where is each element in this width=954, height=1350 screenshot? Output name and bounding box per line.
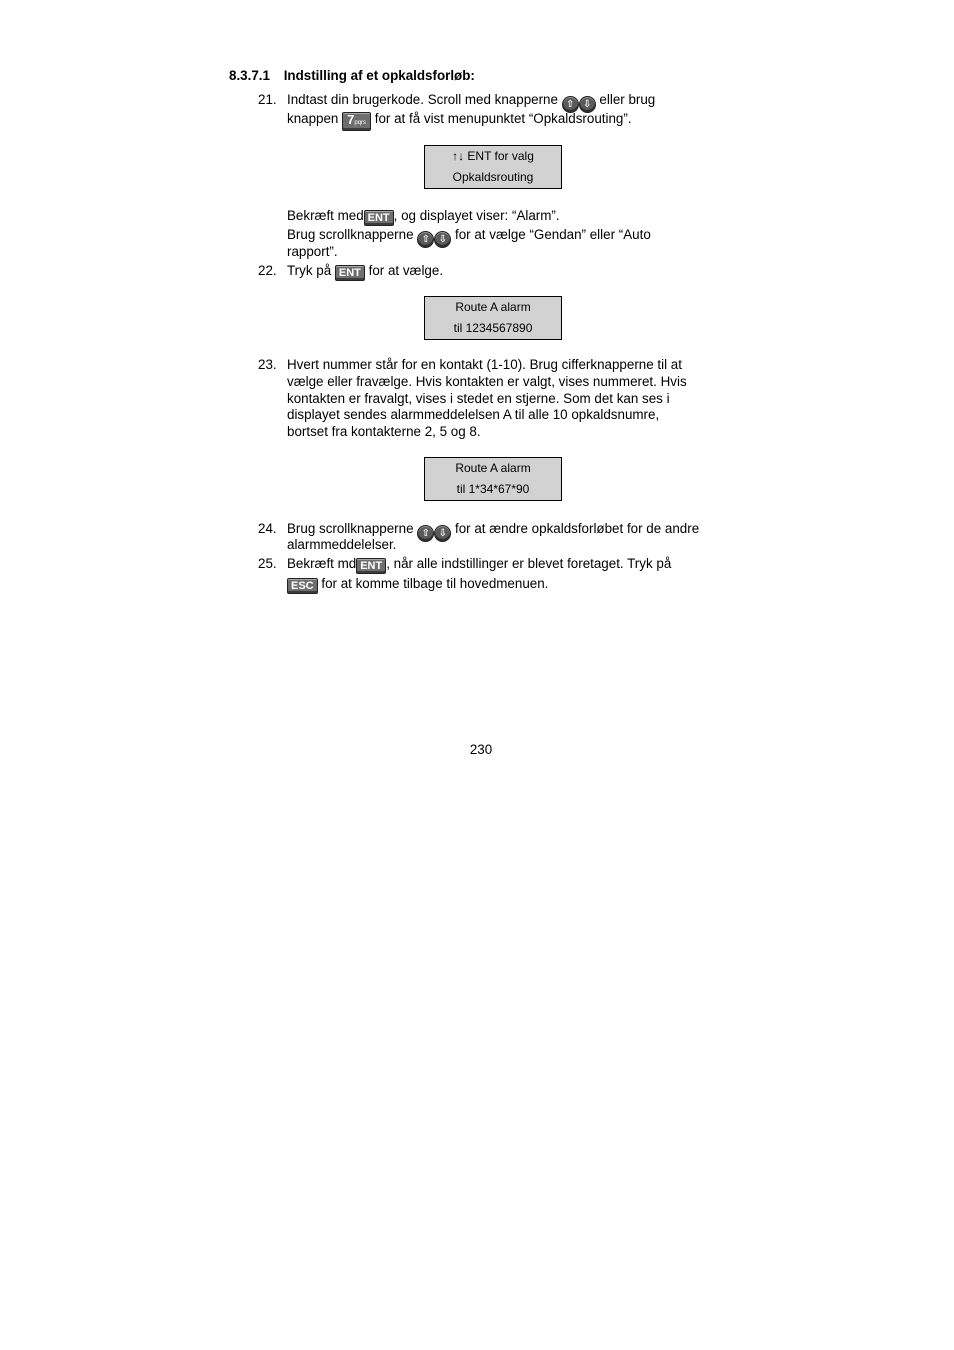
step-23-line-2: vælge eller fravælge. Hvis kontakten er valgt, vises nummeret. Hvis — [287, 374, 687, 389]
step-22-line — [287, 263, 747, 281]
step-24-text-a: Brug scrollknapperne — [287, 521, 414, 536]
step-24-number: 24. — [258, 521, 277, 536]
step-22-number: 22. — [258, 263, 277, 278]
confirm-line-3: rapport”. — [287, 244, 338, 259]
up-arrow-icon: ⇧ — [417, 231, 434, 248]
section-number: 8.3.7.1 — [229, 68, 270, 83]
step-21-line-2 — [287, 111, 747, 131]
step-25-line-2 — [287, 576, 747, 594]
ent-key-icon: ENT — [356, 558, 386, 574]
step-21-number: 21. — [258, 92, 277, 107]
section-title: Indstilling af et opkaldsforløb: — [283, 68, 475, 83]
step-23-line-1: Hvert nummer står for en kontakt (1-10). Brug cifferknapperne til at — [287, 357, 682, 372]
step-23-line-4: displayet sendes alarmmeddelelsen A til alle 10 opkaldsnumre, — [287, 407, 660, 422]
lcd-display-1 — [424, 145, 562, 189]
confirm-text-a: Bekræft med — [287, 208, 364, 223]
up-arrow-icon: ⇧ — [417, 525, 434, 542]
up-arrow-icon: ⇧ — [562, 96, 579, 113]
step-24-line-2: alarmmeddelelser. — [287, 537, 397, 552]
confirm-text-c: Brug scrollknapperne — [287, 227, 414, 242]
seven-key-letters: pqrs — [354, 120, 367, 126]
lcd-display-3 — [424, 457, 562, 501]
lcd-display-1-line-1: ↑↓ ENT for valg — [452, 149, 534, 163]
step-25-line-1 — [287, 556, 747, 574]
step-21-text-a: Indtast din brugerkode. Scroll med knapperne — [287, 92, 558, 107]
step-25-text-b: , når alle indstillinger er blevet foretaget. Tryk på — [386, 556, 672, 571]
seven-key-icon — [342, 112, 371, 131]
section-heading — [229, 68, 475, 85]
page-number: 230 — [469, 742, 493, 757]
confirm-text-b: , og displayet viser: “Alarm”. — [393, 208, 560, 223]
step-23-number: 23. — [258, 357, 277, 372]
step-25-number: 25. — [258, 556, 277, 571]
down-arrow-icon: ⇩ — [434, 525, 451, 542]
step-21-text-b: eller brug — [599, 92, 656, 107]
step-25-text-c: for at komme tilbage til hovedmenuen. — [321, 576, 549, 591]
step-21-text-d: for at få vist menupunktet “Opkaldsrouting”. — [374, 111, 632, 126]
confirm-line-1 — [287, 208, 747, 226]
step-21-line-1 — [287, 92, 747, 113]
lcd-display-2 — [424, 296, 562, 340]
lcd-display-1-line-2: Opkaldsrouting — [452, 170, 534, 184]
step-22-text-b: for at vælge. — [368, 263, 444, 278]
lcd-display-2-line-2: til 1234567890 — [453, 321, 533, 335]
seven-key-digit: 7 — [347, 112, 355, 127]
step-25-text-a: Bekræft md — [287, 556, 357, 571]
step-23-line-5: bortset fra kontakterne 2, 5 og 8. — [287, 424, 481, 439]
lcd-display-2-line-1: Route A alarm — [455, 300, 531, 314]
step-21-text-c: knappen — [287, 111, 339, 126]
lcd-display-3-line-2: til 1*34*67*90 — [456, 482, 530, 496]
lcd-display-3-line-1: Route A alarm — [455, 461, 531, 475]
down-arrow-icon: ⇩ — [579, 96, 596, 113]
esc-key-icon: ESC — [287, 578, 318, 594]
step-24-text-b: for at ændre opkaldsforløbet for de andre — [455, 521, 700, 536]
confirm-text-d: for at vælge “Gendan” eller “Auto — [455, 227, 651, 242]
ent-key-icon: ENT — [364, 210, 394, 226]
ent-key-icon: ENT — [335, 265, 365, 281]
step-23-line-3: kontakten er fravalgt, vises i stedet en stjerne. Som det kan ses i — [287, 391, 670, 406]
down-arrow-icon: ⇩ — [434, 231, 451, 248]
step-22-text-a: Tryk på — [287, 263, 332, 278]
